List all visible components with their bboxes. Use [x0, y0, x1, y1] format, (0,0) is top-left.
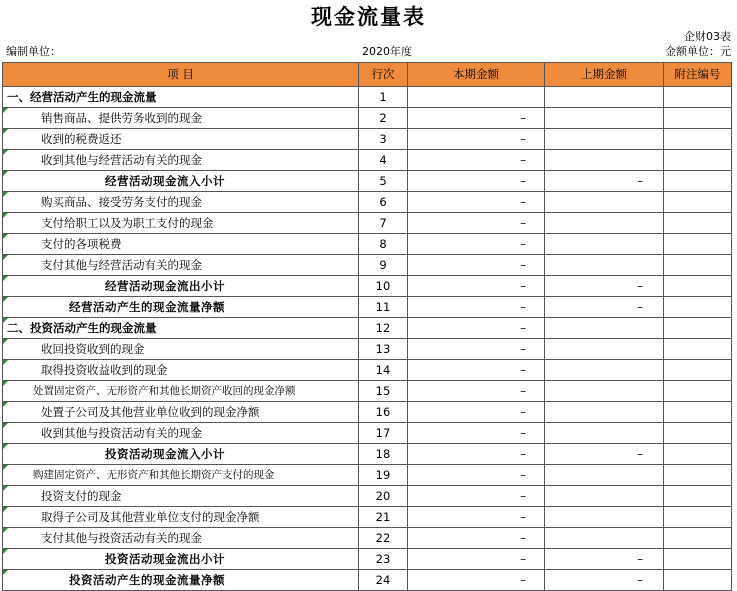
table-row	[3, 192, 732, 213]
item-label: 支付其他与经营活动有关的现金	[41, 258, 202, 272]
cell-row-no[interactable]: 16	[359, 402, 408, 423]
item-label: 收回投资收到的现金	[41, 342, 145, 356]
cell-note-no[interactable]	[664, 549, 732, 570]
error-indicator-icon	[3, 444, 8, 449]
cell-current-amount[interactable]: –	[408, 171, 545, 192]
cell-note-no[interactable]	[664, 402, 732, 423]
table-row	[3, 129, 732, 150]
table-row	[3, 444, 732, 465]
cell-note-no[interactable]	[664, 276, 732, 297]
cell-previous-amount[interactable]	[545, 192, 664, 213]
cell-current-amount[interactable]: –	[408, 549, 545, 570]
item-label: 投资活动产生的现金流量净额	[69, 573, 225, 587]
error-indicator-icon	[3, 276, 8, 281]
cell-row-no[interactable]: 15	[359, 381, 408, 402]
error-indicator-icon	[3, 129, 8, 134]
error-indicator-icon	[3, 108, 8, 113]
error-indicator-icon	[3, 381, 8, 386]
cell-row-no[interactable]: 4	[359, 150, 408, 171]
cell-item[interactable]	[3, 507, 359, 528]
cell-previous-amount[interactable]	[545, 87, 664, 108]
cell-item[interactable]	[3, 171, 359, 192]
table-row	[3, 297, 732, 318]
table-row	[3, 87, 732, 108]
error-indicator-icon	[3, 213, 8, 218]
cell-item[interactable]	[3, 87, 359, 108]
cell-current-amount[interactable]: –	[408, 486, 545, 507]
cell-item[interactable]	[3, 234, 359, 255]
cell-row-no[interactable]: 11	[359, 297, 408, 318]
table-row	[3, 570, 732, 591]
error-indicator-icon	[3, 528, 8, 533]
cell-row-no[interactable]: 13	[359, 339, 408, 360]
table-header-row	[3, 63, 732, 87]
cell-note-no[interactable]	[664, 444, 732, 465]
cell-previous-amount[interactable]	[545, 423, 664, 444]
item-label: 经营活动产生的现金流量净额	[69, 300, 225, 314]
item-label: 销售商品、提供劳务收到的现金	[41, 111, 202, 125]
cell-row-no[interactable]: 20	[359, 486, 408, 507]
cell-item[interactable]	[3, 570, 359, 591]
table-row	[3, 360, 732, 381]
cell-previous-amount[interactable]	[545, 402, 664, 423]
cell-previous-amount[interactable]	[545, 507, 664, 528]
item-label: 支付其他与投资活动有关的现金	[41, 531, 202, 545]
item-label: 投资活动现金流出小计	[105, 552, 225, 566]
cell-previous-amount[interactable]	[545, 213, 664, 234]
cell-current-amount[interactable]: –	[408, 234, 545, 255]
cell-row-no[interactable]: 23	[359, 549, 408, 570]
cell-current-amount[interactable]: –	[408, 444, 545, 465]
error-indicator-icon	[3, 318, 8, 323]
item-label: 处置固定资产、无形资产和其他长期资产收回的现金净额	[33, 385, 296, 397]
cell-row-no[interactable]: 5	[359, 171, 408, 192]
error-indicator-icon	[3, 150, 8, 155]
error-indicator-icon	[3, 402, 8, 407]
header-previous-amount[interactable]: 上期金额	[545, 63, 664, 87]
cell-previous-amount[interactable]: –	[545, 276, 664, 297]
table-row	[3, 549, 732, 570]
table-row	[3, 171, 732, 192]
table-row	[3, 255, 732, 276]
cell-item[interactable]	[3, 129, 359, 150]
cell-row-no[interactable]: 17	[359, 423, 408, 444]
header-current-amount[interactable]: 本期金额	[408, 63, 545, 87]
cell-current-amount[interactable]: –	[408, 360, 545, 381]
cell-note-no[interactable]	[664, 150, 732, 171]
cell-row-no[interactable]: 3	[359, 129, 408, 150]
item-label: 支付给职工以及为职工支付的现金	[41, 216, 214, 230]
page-title: 现金流量表	[311, 5, 426, 29]
cell-row-no[interactable]: 10	[359, 276, 408, 297]
cell-note-no[interactable]	[664, 192, 732, 213]
currency-unit: 金额单位：元	[665, 45, 731, 58]
item-label: 收到的税费返还	[41, 132, 122, 146]
error-indicator-icon	[3, 465, 8, 470]
cell-note-no[interactable]	[664, 234, 732, 255]
cell-previous-amount[interactable]	[545, 234, 664, 255]
table-row	[3, 423, 732, 444]
cell-note-no[interactable]	[664, 486, 732, 507]
cell-item[interactable]	[3, 465, 359, 486]
cell-note-no[interactable]	[664, 213, 732, 234]
item-label: 一、经营活动产生的现金流量	[7, 90, 157, 104]
cell-previous-amount[interactable]	[545, 255, 664, 276]
form-code: 企财03表	[684, 30, 731, 43]
error-indicator-icon	[3, 171, 8, 176]
cell-current-amount[interactable]: –	[408, 297, 545, 318]
cell-note-no[interactable]	[664, 507, 732, 528]
cell-previous-amount[interactable]	[545, 360, 664, 381]
cell-note-no[interactable]	[664, 360, 732, 381]
cell-current-amount[interactable]: –	[408, 570, 545, 591]
cell-item[interactable]	[3, 528, 359, 549]
cell-row-no[interactable]: 21	[359, 507, 408, 528]
cell-current-amount[interactable]: –	[408, 465, 545, 486]
item-label: 二、投资活动产生的现金流量	[7, 321, 157, 335]
cell-previous-amount[interactable]	[545, 318, 664, 339]
table-row	[3, 234, 732, 255]
error-indicator-icon	[3, 339, 8, 344]
fiscal-year: 2020年度	[362, 45, 412, 58]
item-label: 购买商品、接受劳务支付的现金	[41, 195, 202, 209]
header-row-no[interactable]: 行次	[359, 63, 408, 87]
cell-item[interactable]	[3, 192, 359, 213]
cell-note-no[interactable]	[664, 381, 732, 402]
cell-previous-amount[interactable]	[545, 150, 664, 171]
cell-item[interactable]	[3, 549, 359, 570]
table-row	[3, 465, 732, 486]
cell-row-no[interactable]: 24	[359, 570, 408, 591]
header-note-no[interactable]: 附注编号	[664, 63, 732, 87]
cell-item[interactable]	[3, 150, 359, 171]
cell-item[interactable]	[3, 318, 359, 339]
cell-row-no[interactable]: 9	[359, 255, 408, 276]
item-label: 经营活动现金流入小计	[105, 174, 225, 188]
cell-note-no[interactable]	[664, 108, 732, 129]
item-label: 取得投资收益收到的现金	[41, 363, 168, 377]
error-indicator-icon	[3, 297, 8, 302]
table-row	[3, 213, 732, 234]
table-row	[3, 486, 732, 507]
cell-note-no[interactable]	[664, 423, 732, 444]
cell-current-amount[interactable]: –	[408, 528, 545, 549]
item-label: 购建固定资产、无形资产和其他长期资产支付的现金	[33, 469, 275, 481]
cell-item[interactable]	[3, 276, 359, 297]
item-label: 处置子公司及其他营业单位收到的现金净额	[41, 405, 260, 419]
item-label: 取得子公司及其他营业单位支付的现金净额	[41, 510, 260, 524]
cell-note-no[interactable]	[664, 171, 732, 192]
error-indicator-icon	[3, 486, 8, 491]
cell-item[interactable]	[3, 423, 359, 444]
cell-item[interactable]	[3, 360, 359, 381]
preparing-unit-label: 编制单位：	[6, 45, 61, 58]
cell-current-amount[interactable]: –	[408, 318, 545, 339]
cell-previous-amount[interactable]	[545, 129, 664, 150]
error-indicator-icon	[3, 507, 8, 512]
table-row	[3, 108, 732, 129]
cell-note-no[interactable]	[664, 528, 732, 549]
error-indicator-icon	[3, 255, 8, 260]
cell-previous-amount[interactable]	[545, 528, 664, 549]
error-indicator-icon	[3, 423, 8, 428]
table-row	[3, 507, 732, 528]
cell-row-no[interactable]: 12	[359, 318, 408, 339]
cell-current-amount[interactable]: –	[408, 423, 545, 444]
cell-previous-amount[interactable]: –	[545, 570, 664, 591]
cell-current-amount[interactable]: –	[408, 192, 545, 213]
cell-row-no[interactable]: 1	[359, 87, 408, 108]
cell-row-no[interactable]: 6	[359, 192, 408, 213]
cell-previous-amount[interactable]	[545, 381, 664, 402]
cell-item[interactable]	[3, 486, 359, 507]
error-indicator-icon	[3, 192, 8, 197]
cell-item[interactable]	[3, 339, 359, 360]
error-indicator-icon	[3, 360, 8, 365]
cell-previous-amount[interactable]	[545, 486, 664, 507]
table-body	[3, 87, 732, 591]
cell-current-amount[interactable]	[408, 87, 545, 108]
cell-current-amount[interactable]: –	[408, 402, 545, 423]
item-label: 经营活动现金流出小计	[105, 279, 225, 293]
cell-row-no[interactable]: 19	[359, 465, 408, 486]
cash-flow-table	[2, 62, 732, 591]
table-row	[3, 528, 732, 549]
cell-item[interactable]	[3, 381, 359, 402]
table-row	[3, 402, 732, 423]
item-label: 收到其他与经营活动有关的现金	[41, 153, 202, 167]
item-label: 投资活动现金流入小计	[105, 447, 225, 461]
cell-note-no[interactable]	[664, 255, 732, 276]
cell-note-no[interactable]	[664, 339, 732, 360]
cell-note-no[interactable]	[664, 129, 732, 150]
cell-item[interactable]	[3, 213, 359, 234]
cell-previous-amount[interactable]: –	[545, 297, 664, 318]
cell-current-amount[interactable]: –	[408, 507, 545, 528]
cell-current-amount[interactable]: –	[408, 276, 545, 297]
cell-current-amount[interactable]: –	[408, 129, 545, 150]
cell-current-amount[interactable]: –	[408, 150, 545, 171]
cell-note-no[interactable]	[664, 87, 732, 108]
cell-row-no[interactable]: 2	[359, 108, 408, 129]
cell-row-no[interactable]: 8	[359, 234, 408, 255]
cell-item[interactable]	[3, 297, 359, 318]
cell-previous-amount[interactable]	[545, 108, 664, 129]
cell-current-amount[interactable]: –	[408, 339, 545, 360]
cell-previous-amount[interactable]: –	[545, 171, 664, 192]
table-row	[3, 318, 732, 339]
cell-current-amount[interactable]: –	[408, 213, 545, 234]
table-row	[3, 381, 732, 402]
cell-current-amount[interactable]: –	[408, 255, 545, 276]
cell-row-no[interactable]: 22	[359, 528, 408, 549]
cell-current-amount[interactable]: –	[408, 108, 545, 129]
table-row	[3, 150, 732, 171]
cell-previous-amount[interactable]: –	[545, 444, 664, 465]
error-indicator-icon	[3, 549, 8, 554]
cell-note-no[interactable]	[664, 570, 732, 591]
table-row	[3, 276, 732, 297]
cell-note-no[interactable]	[664, 318, 732, 339]
cell-current-amount[interactable]: –	[408, 381, 545, 402]
cell-row-no[interactable]: 18	[359, 444, 408, 465]
cell-note-no[interactable]	[664, 297, 732, 318]
error-indicator-icon	[3, 234, 8, 239]
error-indicator-icon	[3, 570, 8, 575]
cell-previous-amount[interactable]	[545, 465, 664, 486]
item-label: 投资支付的现金	[41, 489, 122, 503]
cell-item[interactable]	[3, 255, 359, 276]
cell-row-no[interactable]: 7	[359, 213, 408, 234]
item-label: 支付的各项税费	[41, 237, 122, 251]
item-label: 收到其他与投资活动有关的现金	[41, 426, 202, 440]
cell-previous-amount[interactable]	[545, 339, 664, 360]
cell-item[interactable]	[3, 108, 359, 129]
cell-note-no[interactable]	[664, 465, 732, 486]
cell-row-no[interactable]: 14	[359, 360, 408, 381]
cell-previous-amount[interactable]: –	[545, 549, 664, 570]
header-item[interactable]: 项 目	[3, 63, 359, 87]
table-row	[3, 339, 732, 360]
cell-item[interactable]	[3, 402, 359, 423]
cell-item[interactable]	[3, 444, 359, 465]
